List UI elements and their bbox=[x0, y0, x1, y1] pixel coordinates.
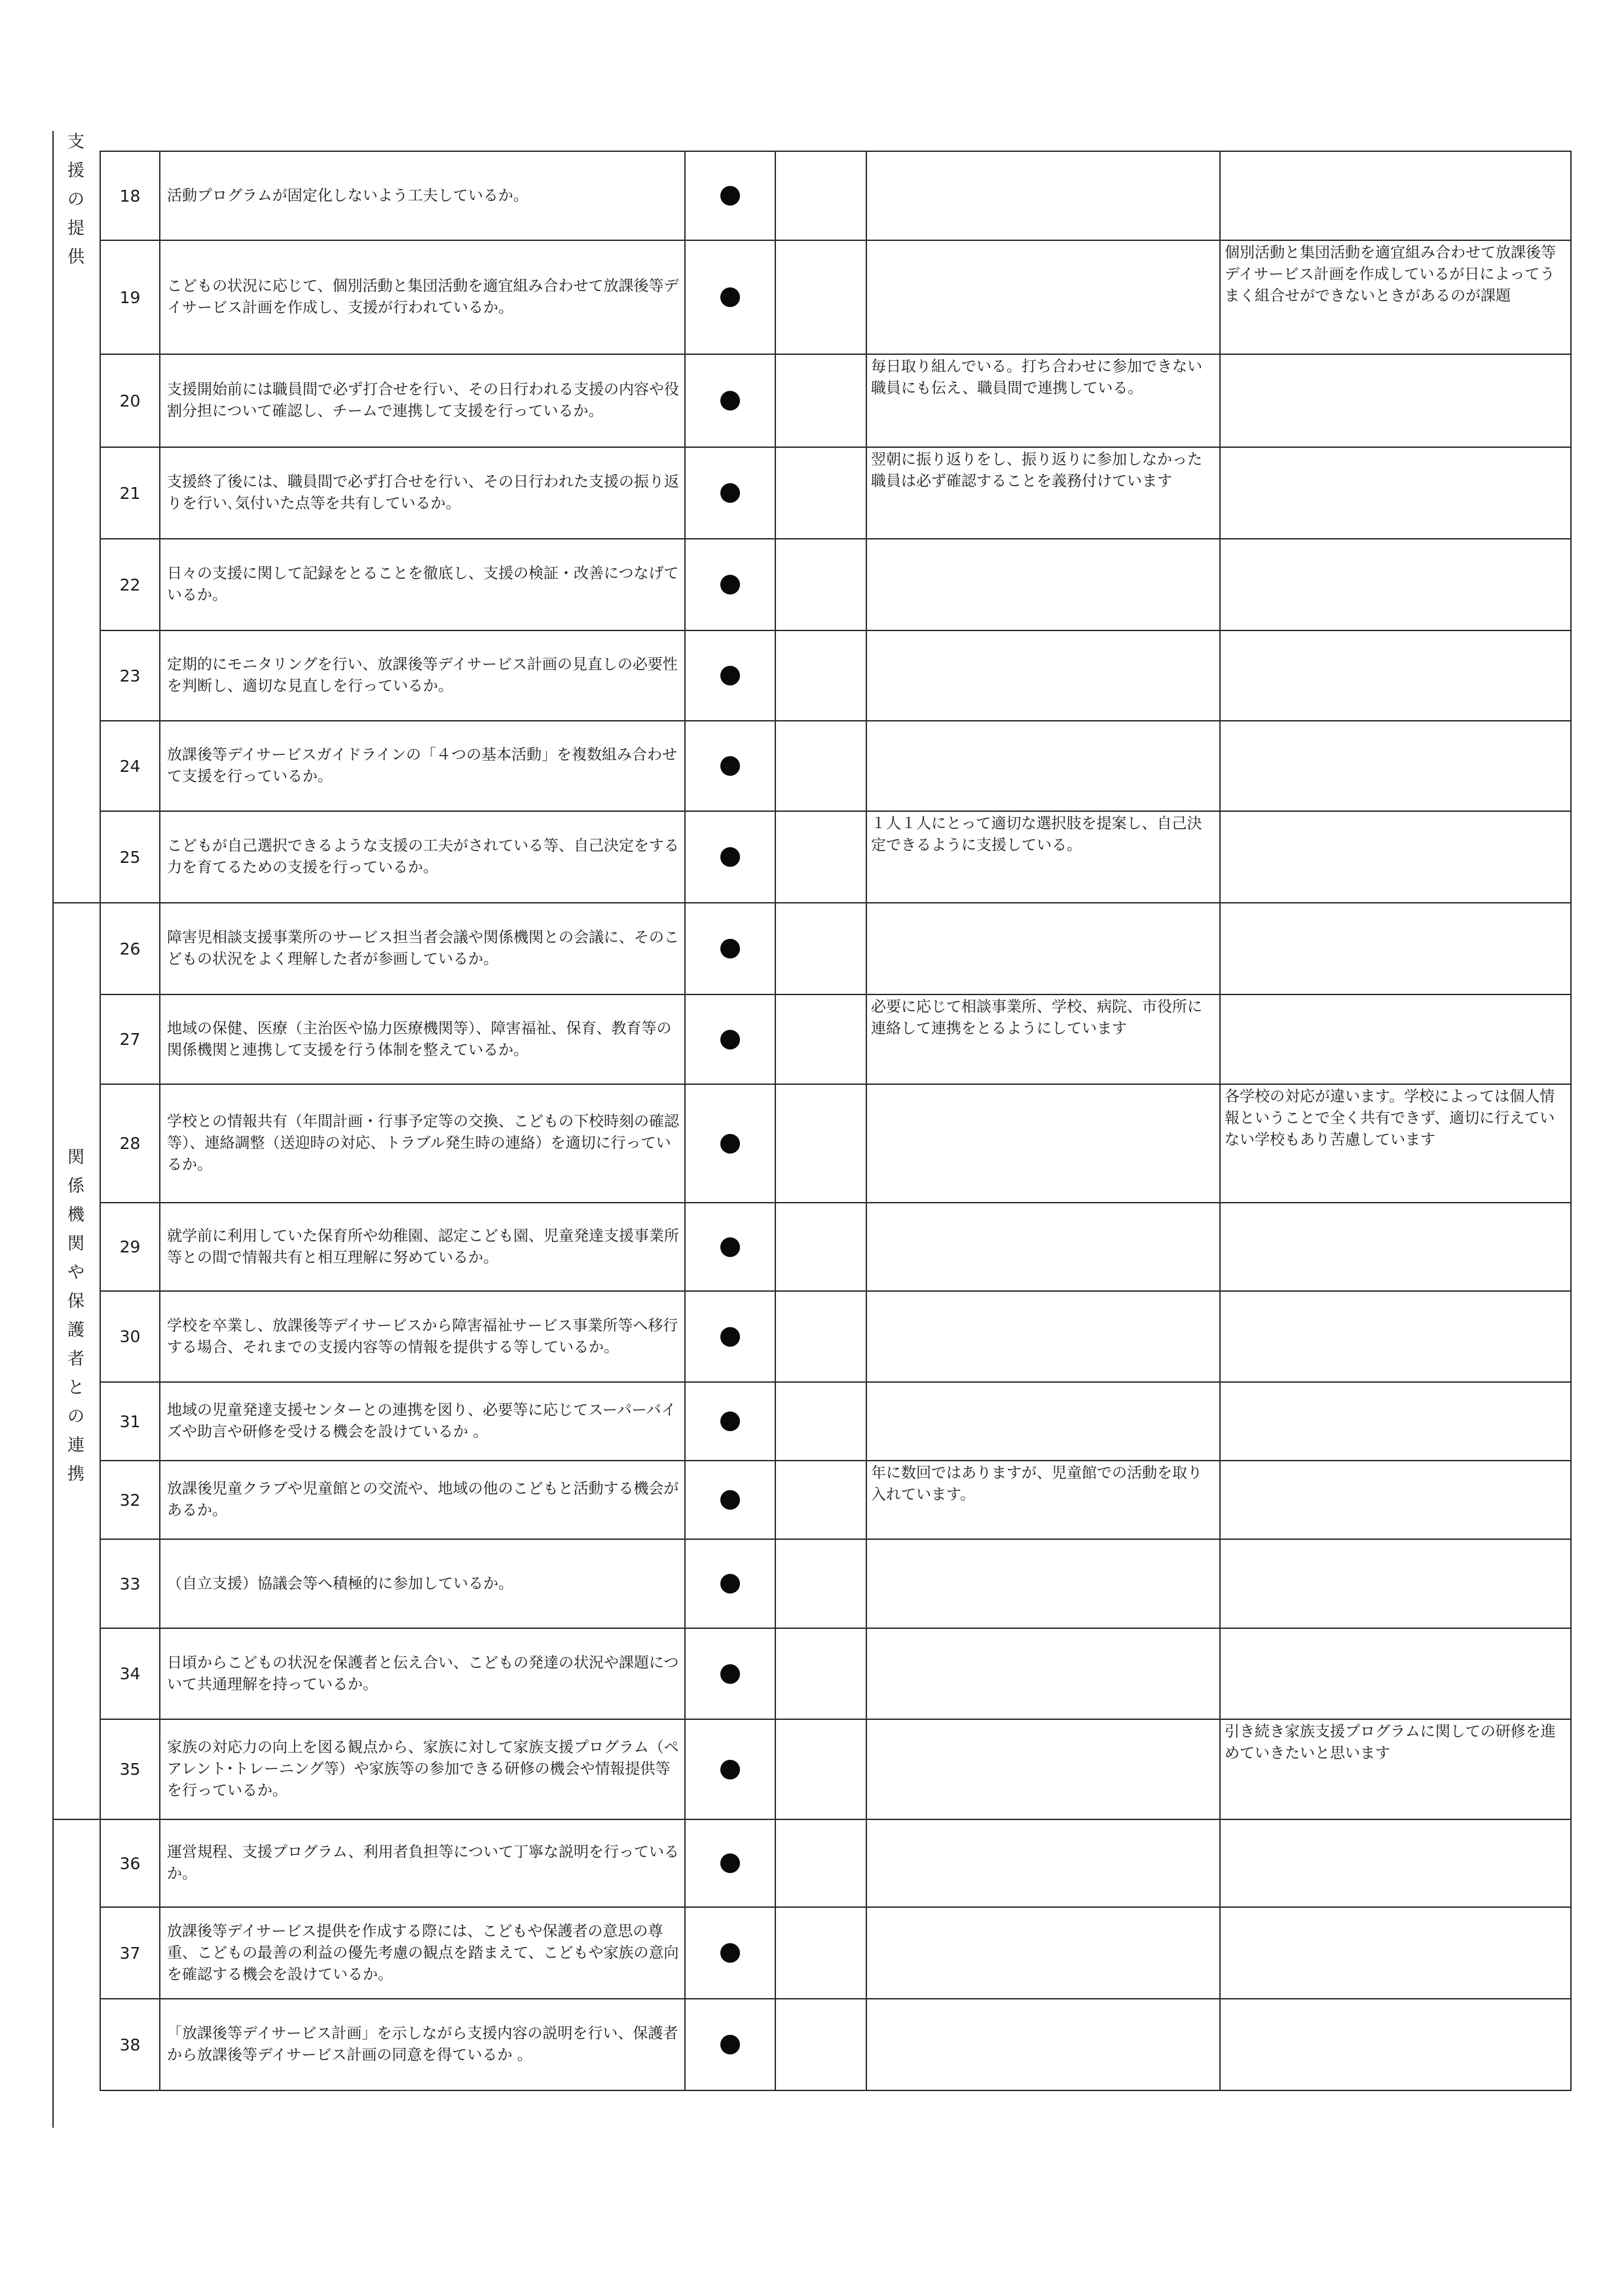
improvement-note bbox=[1221, 631, 1570, 720]
check-cell bbox=[686, 1540, 775, 1628]
check-dot-icon bbox=[720, 1574, 740, 1594]
evaluation-item: 支援終了後には、職員間で必ず打合せを行い、その日行われた支援の振り返りを行い､気付いた点等を共有しているか。 bbox=[167, 473, 679, 512]
check-dot-icon bbox=[720, 287, 740, 307]
category-char: 者 bbox=[67, 1349, 84, 1369]
unchecked-cell bbox=[776, 355, 866, 446]
unchecked-cell bbox=[776, 1383, 866, 1460]
check-cell bbox=[686, 539, 775, 630]
evaluation-item: こどもが自己選択できるような支援の工夫がされている等、自己決定をする力を育てるための支援を行っているか。 bbox=[167, 837, 679, 876]
staff-comment bbox=[867, 1629, 1219, 1719]
category-relations bbox=[52, 1143, 100, 1489]
evaluation-item: 地域の保健、医療（主治医や協力医療機関等）、障害福祉、保育、教育等の関係機関と連携して支援を行う体制を整えているか。 bbox=[167, 1019, 672, 1059]
row-number: 34 bbox=[119, 1664, 141, 1683]
category-rule bbox=[52, 131, 54, 2128]
unchecked-cell bbox=[776, 448, 866, 538]
evaluation-item: 就学前に利用していた保育所や幼稚園、認定こども園、児童発達支援事業所等との間で情報共有と相互理解に努めているか。 bbox=[167, 1227, 679, 1266]
check-dot-icon bbox=[720, 1030, 740, 1049]
unchecked-cell bbox=[776, 1292, 866, 1381]
improvement-note: 引き続き家族支援プログラムに関しての研修を進めていきたいと思います bbox=[1225, 1723, 1556, 1762]
unchecked-cell bbox=[776, 812, 866, 902]
check-cell bbox=[686, 152, 775, 240]
category-char: 支 bbox=[67, 132, 84, 152]
row-rule bbox=[100, 2090, 1572, 2091]
unchecked-cell bbox=[776, 539, 866, 630]
row-number: 25 bbox=[119, 847, 141, 867]
row-number: 38 bbox=[119, 2035, 141, 2054]
check-cell bbox=[686, 1908, 775, 1998]
row-number: 36 bbox=[119, 1853, 141, 1873]
unchecked-cell bbox=[776, 631, 866, 720]
evaluation-item: 「放課後等デイサービス計画」を示しながら支援内容の説明を行い、保護者から放課後等デイサービス計画の同意を得ているか 。 bbox=[167, 2025, 678, 2064]
improvement-note bbox=[1221, 1203, 1570, 1290]
column-rule bbox=[1570, 151, 1572, 2091]
category-char: 供 bbox=[67, 247, 84, 267]
staff-comment bbox=[867, 1820, 1219, 1906]
row-number: 26 bbox=[119, 939, 141, 958]
check-cell bbox=[686, 1383, 775, 1460]
evaluation-item: 日々の支援に関して記録をとることを徹底し、支援の検証・改善につなげているか。 bbox=[167, 565, 679, 604]
check-cell bbox=[686, 1999, 775, 2090]
check-cell bbox=[686, 1720, 775, 1819]
staff-comment bbox=[867, 1203, 1219, 1290]
evaluation-item: 運営規程、支援プログラム、利用者負担等について丁寧な説明を行っているか。 bbox=[167, 1844, 679, 1882]
category-char: 関 bbox=[67, 1148, 84, 1167]
evaluation-item: 学校との情報共有（年間計画・行事予定等の交換、こどもの下校時刻の確認等）、連絡調整（送迎時の対応、トラブル発生時の連絡）を適切に行っているか。 bbox=[167, 1113, 679, 1173]
staff-comment bbox=[867, 1908, 1219, 1998]
category-char: 連 bbox=[67, 1436, 84, 1455]
unchecked-cell bbox=[776, 903, 866, 994]
row-number: 18 bbox=[119, 186, 141, 206]
row-number: 30 bbox=[119, 1327, 141, 1346]
unchecked-cell bbox=[776, 1908, 866, 1998]
category-support bbox=[52, 128, 100, 272]
check-dot-icon bbox=[720, 1760, 740, 1779]
check-dot-icon bbox=[720, 1327, 740, 1347]
check-dot-icon bbox=[720, 939, 740, 958]
improvement-note bbox=[1221, 1908, 1570, 1998]
improvement-note bbox=[1221, 1629, 1570, 1719]
staff-comment: 翌朝に振り返りをし、振り返りに参加しなかった職員は必ず確認することを義務付けています bbox=[871, 451, 1202, 490]
check-cell bbox=[686, 355, 775, 446]
row-number: 20 bbox=[119, 391, 141, 410]
check-dot-icon bbox=[720, 186, 740, 206]
category-char: 護 bbox=[67, 1321, 84, 1340]
improvement-note bbox=[1221, 1999, 1570, 2090]
check-dot-icon bbox=[720, 1664, 740, 1684]
unchecked-cell bbox=[776, 152, 866, 240]
check-cell bbox=[686, 1461, 775, 1539]
improvement-note bbox=[1221, 1461, 1570, 1539]
row-number: 27 bbox=[119, 1030, 141, 1049]
check-dot-icon bbox=[720, 391, 740, 410]
check-cell bbox=[686, 631, 775, 720]
check-cell bbox=[686, 903, 775, 994]
check-cell bbox=[686, 995, 775, 1084]
check-dot-icon bbox=[720, 483, 740, 503]
unchecked-cell bbox=[776, 1085, 866, 1202]
evaluation-item: 学校を卒業し、放課後等デイサービスから障害福祉サービス事業所等へ移行する場合、それまでの支援内容等の情報を提供する等しているか。 bbox=[167, 1317, 678, 1356]
staff-comment bbox=[867, 1720, 1219, 1819]
staff-comment bbox=[867, 1085, 1219, 1202]
check-dot-icon bbox=[720, 1943, 740, 1963]
row-number: 33 bbox=[119, 1574, 141, 1594]
check-cell bbox=[686, 448, 775, 538]
staff-comment bbox=[867, 631, 1219, 720]
check-cell bbox=[686, 1292, 775, 1381]
improvement-note bbox=[1221, 355, 1570, 446]
improvement-note: 各学校の対応が違います。学校によっては個人情報ということで全く共有できず、適切に行えていない学校もあり苦慮しています bbox=[1225, 1088, 1555, 1148]
category-char: 保 bbox=[67, 1292, 84, 1311]
improvement-note bbox=[1221, 539, 1570, 630]
improvement-note: 個別活動と集団活動を適宜組み合わせて放課後等デイサービス計画を作成しているが日によってうまく組合せができないときがあるのが課題 bbox=[1225, 244, 1556, 304]
evaluation-item: 日頃からこどもの状況を保護者と伝え合い、こどもの発達の状況や課題について共通理解を持っているか。 bbox=[167, 1654, 679, 1693]
check-dot-icon bbox=[720, 756, 740, 776]
row-number: 31 bbox=[119, 1412, 141, 1431]
check-dot-icon bbox=[720, 1237, 740, 1257]
unchecked-cell bbox=[776, 1999, 866, 2090]
check-cell bbox=[686, 1085, 775, 1202]
check-cell bbox=[686, 721, 775, 811]
category-char: 関 bbox=[67, 1234, 84, 1254]
check-dot-icon bbox=[720, 847, 740, 867]
improvement-note bbox=[1221, 1292, 1570, 1381]
staff-comment bbox=[867, 903, 1219, 994]
unchecked-cell bbox=[776, 995, 866, 1084]
category-char: 携 bbox=[67, 1465, 84, 1484]
unchecked-cell bbox=[776, 1629, 866, 1719]
improvement-note bbox=[1221, 1540, 1570, 1628]
check-cell bbox=[686, 1820, 775, 1906]
staff-comment: １人１人にとって適切な選択肢を提案し、自己決定できるように支援している。 bbox=[871, 815, 1202, 854]
improvement-note bbox=[1221, 812, 1570, 902]
row-number: 19 bbox=[119, 287, 141, 307]
check-dot-icon bbox=[720, 1134, 740, 1154]
category-char: の bbox=[67, 190, 84, 210]
check-dot-icon bbox=[720, 1412, 740, 1431]
evaluation-item: 家族の対応力の向上を図る観点から、家族に対して家族支援プログラム（ペアレント･トレーニング等）や家族等の参加できる研修の機会や情報提供等を行っているか。 bbox=[167, 1739, 679, 1799]
evaluation-item: （自立支援）協議会等へ積極的に参加しているか。 bbox=[167, 1575, 513, 1592]
evaluation-item: 放課後児童クラブや児童館との交流や、地域の他のこどもと活動する機会があるか。 bbox=[167, 1480, 679, 1519]
evaluation-item: 放課後等デイサービスガイドラインの「４つの基本活動」を複数組み合わせて支援を行っているか。 bbox=[167, 746, 678, 785]
staff-comment bbox=[867, 1540, 1219, 1628]
evaluation-item: 支援開始前には職員間で必ず打合せを行い、その日行われる支援の内容や役割分担について確認し、チームで連携して支援を行っているか。 bbox=[167, 381, 679, 420]
row-number: 22 bbox=[119, 575, 141, 594]
row-number: 28 bbox=[119, 1134, 141, 1153]
improvement-note bbox=[1221, 448, 1570, 538]
unchecked-cell bbox=[776, 1203, 866, 1290]
row-number: 29 bbox=[119, 1237, 141, 1256]
check-dot-icon bbox=[720, 2035, 740, 2054]
unchecked-cell bbox=[776, 241, 866, 354]
row-number: 24 bbox=[119, 756, 141, 776]
category-char: 機 bbox=[67, 1205, 84, 1225]
category-char: 提 bbox=[67, 219, 84, 238]
unchecked-cell bbox=[776, 1461, 866, 1539]
staff-comment bbox=[867, 539, 1219, 630]
category-divider bbox=[52, 1819, 100, 1820]
check-dot-icon bbox=[720, 575, 740, 594]
check-cell bbox=[686, 812, 775, 902]
category-divider bbox=[52, 902, 100, 903]
unchecked-cell bbox=[776, 1540, 866, 1628]
check-dot-icon bbox=[720, 666, 740, 685]
check-cell bbox=[686, 241, 775, 354]
staff-comment bbox=[867, 1383, 1219, 1460]
staff-comment bbox=[867, 1292, 1219, 1381]
row-number: 21 bbox=[119, 483, 141, 503]
improvement-note bbox=[1221, 721, 1570, 811]
staff-comment bbox=[867, 152, 1219, 240]
improvement-note bbox=[1221, 152, 1570, 240]
staff-comment: 必要に応じて相談事業所、学校、病院、市役所に連絡して連携をとるようにしています bbox=[871, 998, 1202, 1037]
category-char: の bbox=[67, 1407, 84, 1427]
evaluation-item: 障害児相談支援事業所のサービス担当者会議や関係機関との会議に、そのこどもの状況をよく理解した者が参画しているか。 bbox=[167, 929, 679, 968]
check-cell bbox=[686, 1203, 775, 1290]
staff-comment bbox=[867, 241, 1219, 354]
unchecked-cell bbox=[776, 1820, 866, 1906]
check-dot-icon bbox=[720, 1490, 740, 1510]
staff-comment bbox=[867, 721, 1219, 811]
evaluation-item: 定期的にモニタリングを行い、放課後等デイサービス計画の見直しの必要性を判断し、適切な見直しを行っているか。 bbox=[167, 656, 678, 695]
unchecked-cell bbox=[776, 1720, 866, 1819]
row-number: 37 bbox=[119, 1943, 141, 1963]
staff-comment bbox=[867, 1999, 1219, 2090]
row-number: 35 bbox=[119, 1760, 141, 1779]
evaluation-item: 放課後等デイサービス提供を作成する際には、こどもや保護者の意思の尊重、こどもの最善の利益の優先考慮の観点を踏まえて、こどもや家族の意向を確認する機会を設けているか。 bbox=[167, 1922, 679, 1983]
staff-comment: 年に数回ではありますが、児童館での活動を取り入れています。 bbox=[871, 1465, 1202, 1503]
category-char: や bbox=[67, 1263, 84, 1283]
improvement-note bbox=[1221, 903, 1570, 994]
category-char: と bbox=[67, 1378, 84, 1398]
improvement-note bbox=[1221, 1820, 1570, 1906]
check-cell bbox=[686, 1629, 775, 1719]
evaluation-item: 活動プログラムが固定化しないよう工夫しているか。 bbox=[167, 187, 528, 204]
check-dot-icon bbox=[720, 1853, 740, 1873]
row-number: 32 bbox=[119, 1490, 141, 1510]
staff-comment: 毎日取り組んでいる。打ち合わせに参加できない職員にも伝え、職員間で連携している。 bbox=[871, 358, 1202, 397]
row-number: 23 bbox=[119, 666, 141, 685]
evaluation-item: こどもの状況に応じて、個別活動と集団活動を適宜組み合わせて放課後等デイサービス計画を作成し、支援が行われているか。 bbox=[167, 278, 679, 316]
category-char: 係 bbox=[67, 1176, 84, 1196]
improvement-note bbox=[1221, 1383, 1570, 1460]
category-char: 援 bbox=[67, 161, 84, 181]
improvement-note bbox=[1221, 995, 1570, 1084]
evaluation-item: 地域の児童発達支援センターとの連携を図り、必要等に応じてスーパーバイズや助言や研修を受ける機会を設けているか 。 bbox=[167, 1402, 676, 1440]
unchecked-cell bbox=[776, 721, 866, 811]
